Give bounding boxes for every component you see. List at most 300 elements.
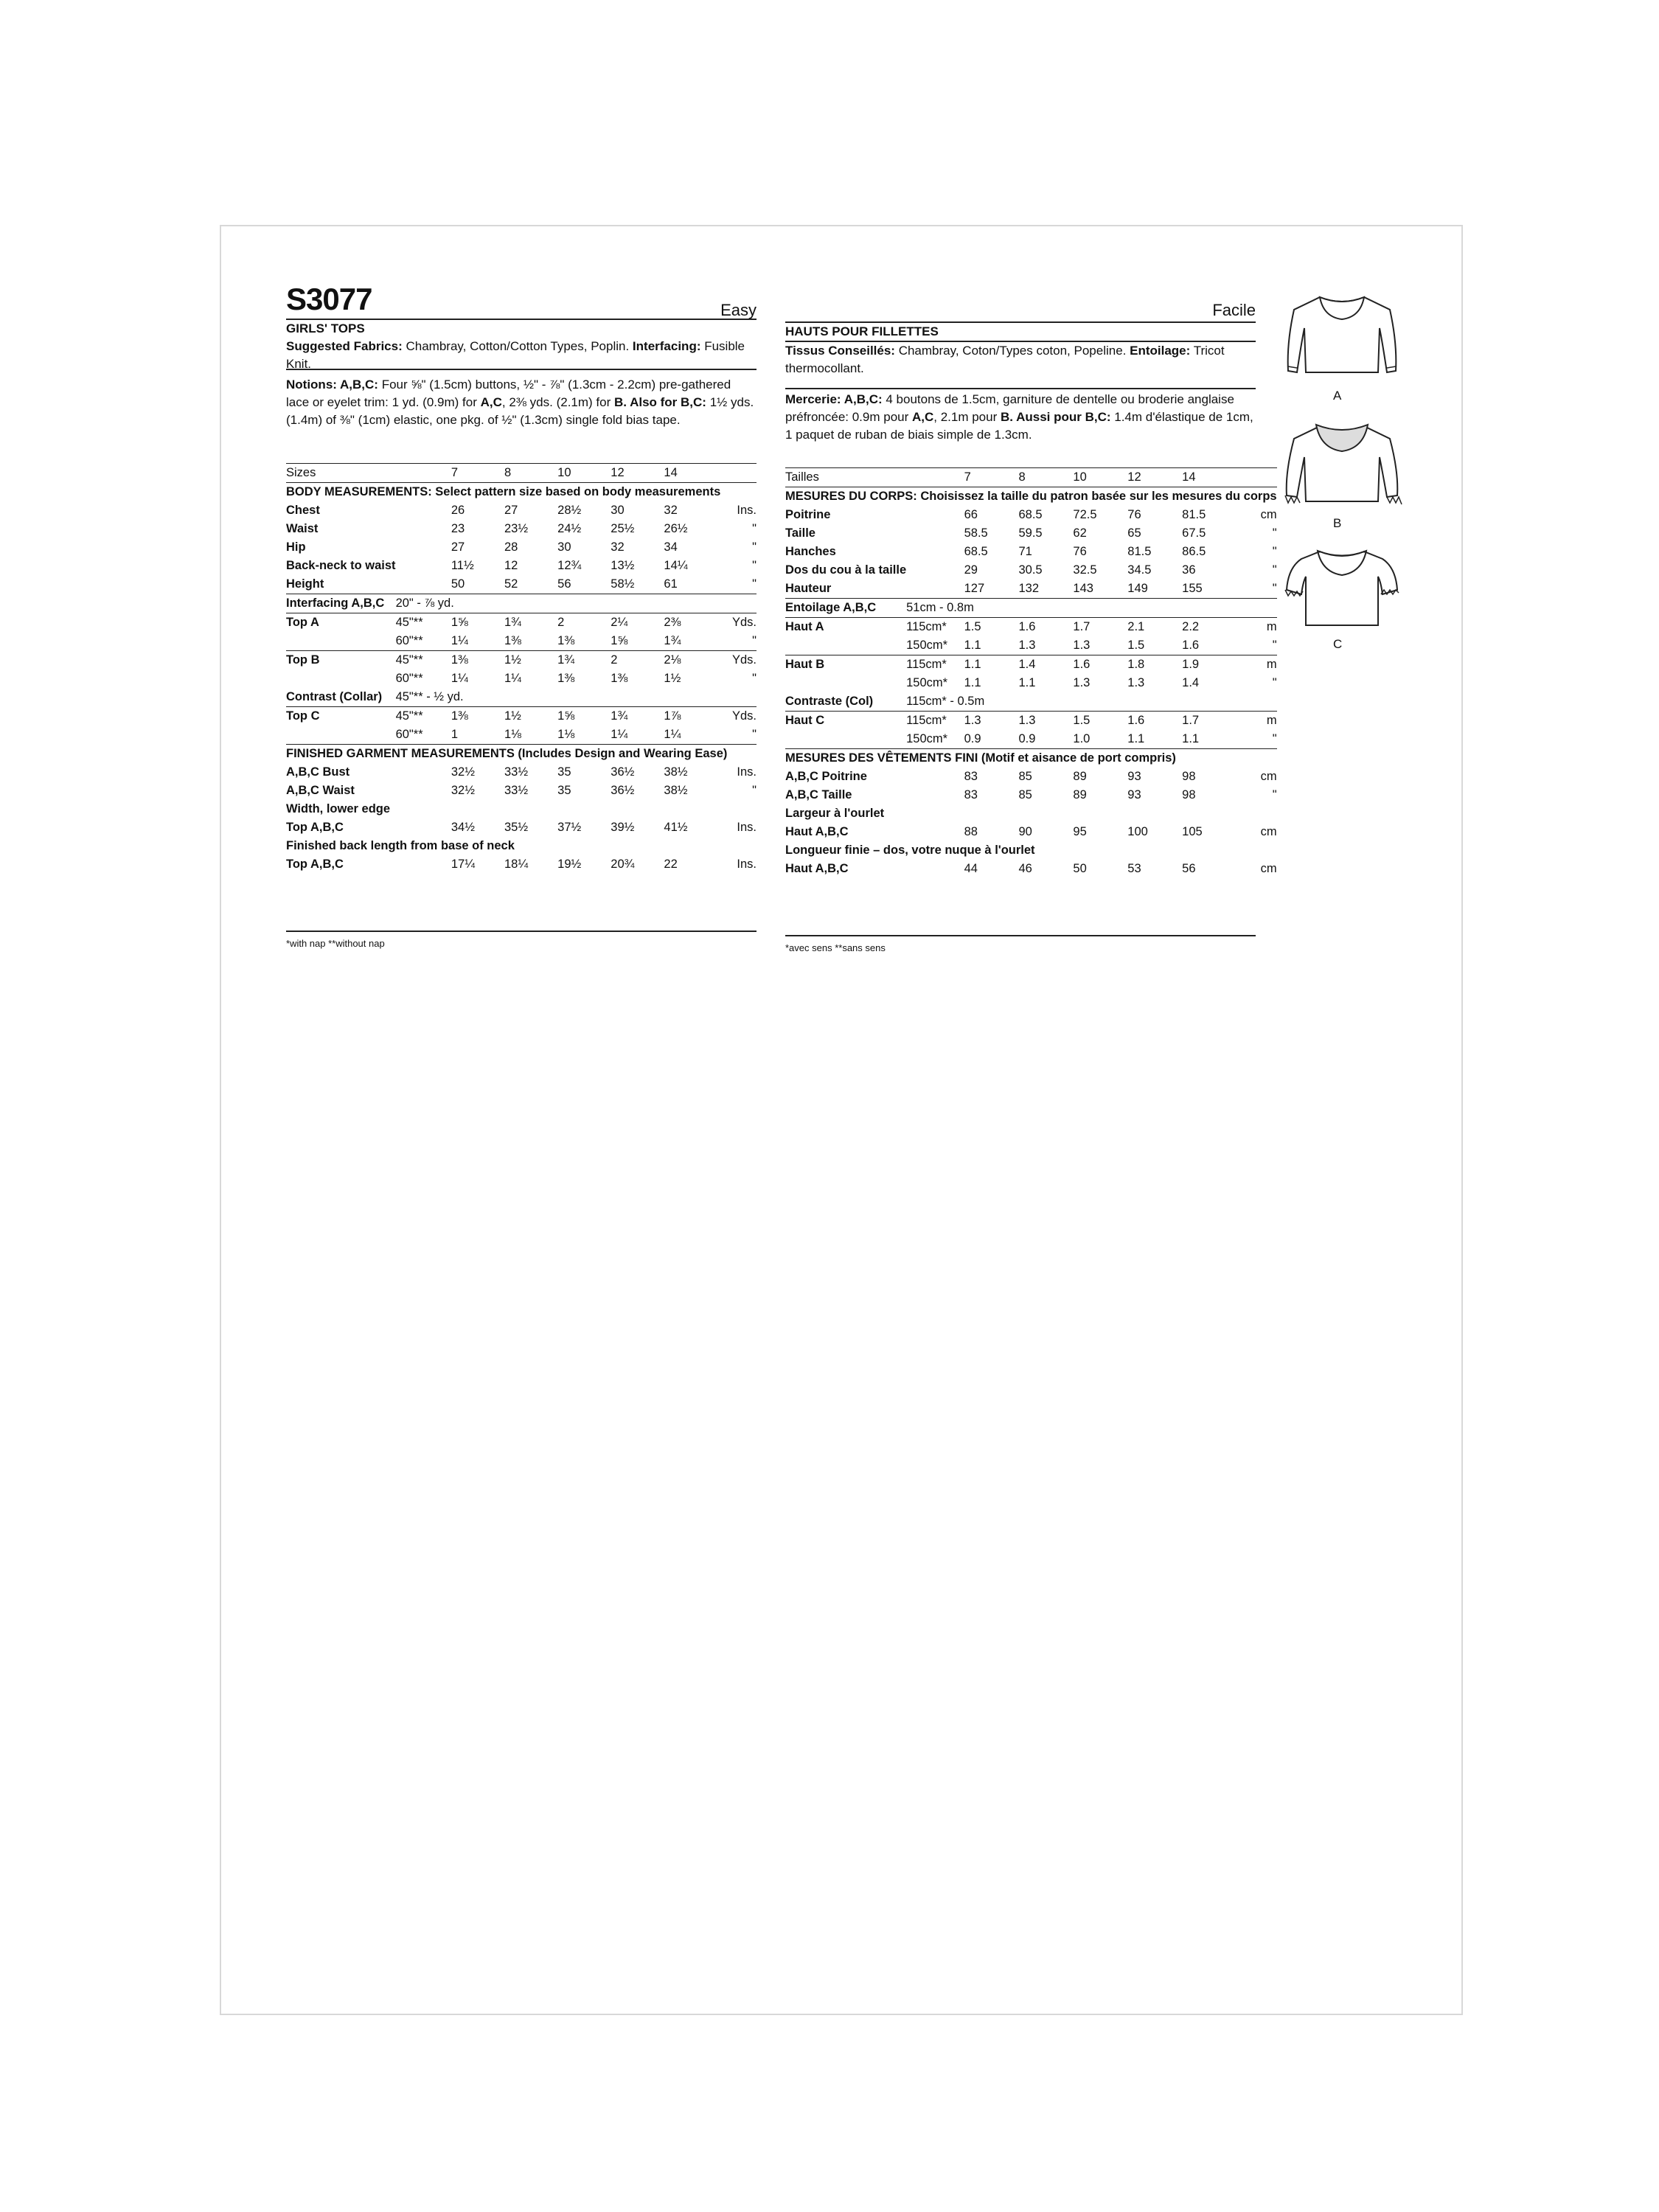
row-label: Hauteur: [785, 582, 832, 595]
fabrics-label: Suggested Fabrics:: [286, 339, 403, 353]
row-label: Taille: [785, 526, 815, 540]
row-label: [286, 726, 396, 745]
section-heading: FINISHED GARMENT MEASUREMENTS (Includes Design and Wearing Ease): [286, 745, 757, 764]
value-cell: 1.6: [1182, 639, 1200, 652]
value-cell: 25½: [611, 522, 635, 535]
header-row: [286, 464, 757, 483]
value-cell: 1.1: [964, 639, 981, 652]
size-header: 10: [1073, 468, 1127, 487]
value-cell: 39½: [611, 821, 635, 834]
value-cell: 19½: [557, 858, 582, 871]
unit-cell: ": [752, 728, 757, 741]
value-cell: 27: [451, 540, 465, 554]
value-cell: 51cm - 0.8m: [906, 599, 1276, 618]
value-cell: 33½: [504, 765, 529, 779]
row-label: Finished back length from base of neck: [286, 839, 515, 852]
value-cell: 1.6: [1073, 655, 1127, 675]
unit-cell: ": [752, 540, 757, 554]
footnote: *with nap **without nap: [286, 938, 385, 949]
value-cell: 1¾: [664, 634, 681, 647]
notions-value-2: , 2⅜ yds. (2.1m) for: [501, 395, 614, 409]
value-cell: 67.5: [1182, 526, 1206, 540]
row-label: Top B: [286, 651, 396, 670]
value-cell: 1⅜: [504, 634, 521, 647]
value-cell: 26½: [664, 522, 688, 535]
value-cell: 32: [664, 504, 678, 517]
unit-cell: ": [1272, 676, 1277, 689]
size-header: 12: [1127, 468, 1182, 487]
width-cell: 150cm*: [906, 639, 948, 652]
value-cell: 85: [1018, 770, 1032, 783]
value-cell: 35: [557, 784, 571, 797]
value-cell: 86.5: [1182, 545, 1206, 558]
size-header: 8: [1019, 468, 1074, 487]
value-cell: 1.3: [1073, 676, 1091, 689]
view-c-illustration: [1279, 538, 1405, 641]
row-label: Poitrine: [785, 508, 831, 521]
table-row: [286, 818, 757, 837]
sizes-label: Sizes: [286, 464, 396, 483]
table-row: [286, 855, 757, 874]
value-cell: 1¼: [451, 672, 468, 685]
row-label: Longueur finie – dos, votre nuque à l'ourlet: [785, 844, 1035, 857]
fabrics-text: [286, 338, 757, 373]
unit-cell: cm: [1260, 862, 1277, 875]
value-cell: 1⅛: [557, 728, 575, 741]
value-cell: 71: [1018, 545, 1032, 558]
width-cell: [906, 468, 964, 487]
table-row: [785, 618, 1277, 637]
table-row: [286, 726, 757, 745]
value-cell: 1.4: [1019, 655, 1074, 675]
difficulty-level: Easy: [720, 301, 757, 319]
row-label: [785, 730, 906, 749]
table-row: [785, 636, 1277, 655]
value-cell: 1⅜: [611, 672, 628, 685]
value-cell: 2: [557, 613, 611, 633]
value-cell: 66: [964, 508, 978, 521]
divider: [286, 319, 757, 320]
interfacing-label: Interfacing:: [632, 339, 701, 353]
size-header: 7: [451, 464, 504, 483]
section-heading: BODY MEASUREMENTS: Select pattern size based on body measurements: [286, 485, 721, 498]
width-cell: [396, 501, 451, 520]
width-cell: 60"**: [395, 634, 423, 647]
value-cell: 2¼: [611, 613, 664, 633]
section-row: [785, 841, 1277, 860]
value-cell: 34: [664, 540, 678, 554]
value-cell: 1.5: [1127, 639, 1145, 652]
table-row: [785, 674, 1277, 692]
sizes-table: [286, 463, 757, 874]
value-cell: 1.9: [1182, 655, 1237, 675]
sizes-table: [785, 467, 1277, 878]
table-row: [286, 538, 757, 557]
value-cell: 12: [504, 559, 518, 572]
value-cell: 85: [1018, 788, 1032, 801]
table-row: [286, 613, 757, 633]
section-row: [286, 483, 757, 502]
notions-view-b: B. Also for B,C:: [613, 395, 706, 409]
value-cell: 1.3: [964, 712, 1019, 731]
value-cell: 1.6: [1019, 618, 1074, 637]
view-b-label: B: [1333, 516, 1342, 530]
value-cell: 26: [451, 504, 465, 517]
value-cell: 32.5: [1073, 563, 1097, 577]
row-label: Top A: [286, 613, 396, 633]
value-cell: 28: [504, 540, 518, 554]
interfacing-value: Tricot thermocollant.: [785, 344, 1225, 375]
value-cell: 149: [1127, 582, 1148, 595]
value-cell: 56: [1182, 862, 1196, 875]
value-cell: 1⅝: [557, 707, 611, 726]
unit-cell: cm: [1260, 825, 1277, 838]
unit-cell: [1237, 468, 1277, 487]
section-row: [785, 749, 1277, 768]
value-cell: 36½: [611, 784, 635, 797]
width-cell: 150cm*: [906, 732, 948, 745]
table-row: [785, 786, 1277, 804]
footnote: *avec sens **sans sens: [785, 942, 886, 953]
width-cell: [906, 768, 964, 786]
notions-view-ac: A,C: [480, 395, 502, 409]
value-cell: 58.5: [964, 526, 988, 540]
value-cell: 68.5: [964, 545, 988, 558]
width-cell: [396, 855, 451, 874]
unit-cell: Ins.: [737, 821, 757, 834]
value-cell: 1.1: [964, 655, 1019, 675]
section-row: [785, 487, 1277, 507]
sizes-label: Tailles: [785, 468, 906, 487]
row-label: Entoilage A,B,C: [785, 599, 906, 618]
value-cell: 2.1: [1127, 618, 1182, 637]
value-cell: 30.5: [1018, 563, 1043, 577]
pattern-title: HAUTS POUR FILLETTES: [785, 324, 939, 338]
value-cell: 1.8: [1127, 655, 1182, 675]
unit-cell: Yds.: [717, 651, 757, 670]
divider: [286, 931, 757, 932]
view-b-illustration: [1279, 413, 1405, 516]
row-label: Hip: [286, 540, 306, 554]
value-cell: 1½: [504, 707, 557, 726]
value-cell: 1.3: [1019, 712, 1074, 731]
value-cell: 1⅝: [611, 634, 628, 647]
value-cell: 38½: [664, 765, 688, 779]
contrast-row: [785, 692, 1277, 712]
size-header: 7: [964, 468, 1019, 487]
fabrics-value: Chambray, Coton/Types coton, Popeline.: [894, 344, 1130, 358]
unit-cell: Yds.: [717, 613, 757, 633]
size-header: 12: [611, 464, 664, 483]
value-cell: 1.3: [1073, 639, 1091, 652]
table-row: [785, 860, 1277, 878]
value-cell: 14¼: [664, 559, 688, 572]
width-cell: [906, 543, 964, 561]
unit-cell: ": [752, 559, 757, 572]
table-row: [785, 823, 1277, 841]
value-cell: 36½: [611, 765, 635, 779]
interfacing-label: Entoilage:: [1130, 344, 1191, 358]
value-cell: 37½: [557, 821, 582, 834]
value-cell: 35½: [504, 821, 529, 834]
notions-value-3: 1.4m d'élastique de 1cm, 1 paquet de ruban de biais simple de 1.3cm.: [785, 410, 1253, 442]
width-cell: 45"**: [396, 651, 451, 670]
width-cell: 150cm*: [906, 676, 948, 689]
size-header: 14: [1182, 468, 1237, 487]
table-row: [785, 543, 1277, 561]
value-cell: 1.5: [964, 618, 1019, 637]
value-cell: 35: [557, 765, 571, 779]
width-cell: [396, 818, 451, 837]
pattern-code: S3077: [286, 282, 372, 316]
table-row: [785, 561, 1277, 580]
view-a-illustration: [1279, 284, 1405, 387]
row-label: Top C: [286, 707, 396, 726]
section-heading: MESURES DES VÊTEMENTS FINI (Motif et aisance de port compris): [785, 749, 1277, 768]
value-cell: 1.1: [964, 676, 981, 689]
table-row: [286, 501, 757, 520]
unit-cell: Ins.: [737, 858, 757, 871]
notions-view-b: B. Aussi pour B,C:: [1000, 410, 1111, 424]
width-cell: [396, 557, 451, 575]
width-cell: [906, 823, 964, 841]
value-cell: 62: [1073, 526, 1087, 540]
unit-cell: Ins.: [737, 765, 757, 779]
row-label: Top A,B,C: [286, 821, 344, 834]
value-cell: 0.9: [1018, 732, 1036, 745]
unit-cell: ": [1272, 788, 1277, 801]
section-row: [286, 745, 757, 764]
divider: [286, 369, 757, 370]
value-cell: 18¼: [504, 858, 529, 871]
notions-value: Four ⅝" (1.5cm) buttons, ½" - ⅞" (1.3cm - 2.2cm) pre-gathered lace or eyelet trim: 1 yd. (0.9m) for: [286, 378, 731, 409]
row-label: Largeur à l'ourlet: [785, 807, 885, 820]
fabrics-text: [785, 342, 1256, 378]
value-cell: 76: [1073, 545, 1087, 558]
value-cell: 2⅜: [664, 613, 717, 633]
table-row: [286, 707, 757, 726]
value-cell: 72.5: [1073, 508, 1097, 521]
value-cell: 44: [964, 862, 978, 875]
row-label: A,B,C Waist: [286, 784, 355, 797]
width-cell: 60"**: [395, 728, 423, 741]
size-header: 8: [504, 464, 557, 483]
fabrics-label: Tissus Conseillés:: [785, 344, 895, 358]
value-cell: 22: [664, 858, 678, 871]
value-cell: 50: [451, 577, 465, 591]
width-cell: [396, 575, 451, 594]
value-cell: 41½: [664, 821, 688, 834]
value-cell: 1.7: [1073, 618, 1127, 637]
value-cell: 34½: [451, 821, 475, 834]
value-cell: 127: [964, 582, 985, 595]
row-label: Height: [286, 577, 324, 591]
value-cell: 68.5: [1018, 508, 1043, 521]
width-cell: [906, 786, 964, 804]
value-cell: 1½: [664, 672, 681, 685]
pattern-title: GIRLS' TOPS: [286, 321, 365, 335]
value-cell: 1⅛: [504, 728, 521, 741]
value-cell: 56: [557, 577, 571, 591]
value-cell: 38½: [664, 784, 688, 797]
divider: [785, 935, 1256, 936]
value-cell: 1.1: [1018, 676, 1036, 689]
value-cell: 143: [1073, 582, 1093, 595]
interfacing-value: Fusible Knit.: [286, 339, 745, 371]
value-cell: 1¾: [611, 707, 664, 726]
value-cell: 46: [1018, 862, 1032, 875]
value-cell: 93: [1127, 770, 1141, 783]
value-cell: 1¾: [504, 613, 557, 633]
value-cell: 24½: [557, 522, 582, 535]
unit-cell: cm: [1260, 508, 1277, 521]
value-cell: 83: [964, 770, 978, 783]
table-row: [785, 580, 1277, 599]
value-cell: 20¾: [611, 858, 635, 871]
value-cell: 30: [557, 540, 571, 554]
unit-cell: cm: [1260, 770, 1277, 783]
width-cell: 45"**: [396, 707, 451, 726]
section-row: [286, 837, 757, 855]
unit-cell: m: [1237, 655, 1277, 675]
unit-cell: ": [752, 784, 757, 797]
notions-view-ac: A,C: [911, 410, 934, 424]
value-cell: 76: [1127, 508, 1141, 521]
value-cell: 132: [1018, 582, 1040, 595]
value-cell: 1.1: [1127, 732, 1145, 745]
notions-text: [286, 376, 757, 429]
width-cell: [906, 561, 964, 580]
value-cell: 12¾: [557, 559, 582, 572]
value-cell: 50: [1073, 862, 1087, 875]
row-label: Width, lower edge: [286, 802, 391, 815]
value-cell: 29: [964, 563, 978, 577]
row-label: Haut A: [785, 618, 906, 637]
table-row: [785, 768, 1277, 786]
value-cell: 1⅞: [664, 707, 717, 726]
value-cell: 1⅜: [557, 672, 575, 685]
divider: [785, 321, 1256, 323]
table-row: [785, 524, 1277, 543]
size-header: 14: [664, 464, 717, 483]
value-cell: 89: [1073, 770, 1087, 783]
size-header: 10: [557, 464, 611, 483]
value-cell: 95: [1073, 825, 1087, 838]
table-row: [286, 782, 757, 800]
row-label: Contraste (Col): [785, 695, 874, 708]
width-cell: [906, 580, 964, 599]
width-cell: 60"**: [395, 672, 423, 685]
value-cell: 61: [664, 577, 678, 591]
row-label: Interfacing A,B,C: [286, 594, 396, 613]
interfacing-row: [286, 594, 757, 613]
value-cell: 1: [451, 728, 459, 741]
difficulty-level: Facile: [1212, 301, 1256, 319]
value-cell: 93: [1127, 788, 1141, 801]
row-label: Haut C: [785, 712, 906, 731]
unit-cell: ": [1272, 732, 1277, 745]
value-cell: 98: [1182, 788, 1196, 801]
value-cell: 1.6: [1127, 712, 1182, 731]
width-cell: [396, 520, 451, 538]
unit-cell: ": [1272, 545, 1277, 558]
value-cell: 155: [1182, 582, 1203, 595]
unit-cell: ": [1272, 526, 1277, 540]
value-cell: 81.5: [1127, 545, 1152, 558]
divider: [785, 388, 1256, 389]
value-cell: 58½: [611, 577, 635, 591]
value-cell: 2: [611, 651, 664, 670]
unit-cell: ": [752, 577, 757, 591]
table-row: [785, 655, 1277, 675]
table-row: [785, 506, 1277, 524]
value-cell: 11½: [451, 559, 474, 572]
value-cell: 81.5: [1182, 508, 1206, 521]
value-cell: 65: [1127, 526, 1141, 540]
row-label: A,B,C Bust: [286, 765, 350, 779]
value-cell: 59.5: [1018, 526, 1043, 540]
value-cell: 1.0: [1073, 732, 1091, 745]
row-label: Contrast (Collar): [286, 690, 383, 703]
unit-cell: ": [1272, 639, 1277, 652]
value-cell: 105: [1182, 825, 1203, 838]
unit-cell: ": [1272, 563, 1277, 577]
row-label: [785, 636, 906, 655]
notions-label: Mercerie: A,B,C:: [785, 392, 883, 406]
value-cell: 17¼: [451, 858, 475, 871]
value-cell: 1½: [504, 651, 557, 670]
row-label: Chest: [286, 504, 320, 517]
value-cell: 1.3: [1018, 639, 1036, 652]
value-cell: 30: [611, 504, 625, 517]
value-cell: 53: [1127, 862, 1141, 875]
value-cell: 1.1: [1182, 732, 1200, 745]
value-cell: 100: [1127, 825, 1148, 838]
value-cell: 88: [964, 825, 978, 838]
view-c-label: C: [1333, 637, 1343, 651]
value-cell: 1.5: [1073, 712, 1127, 731]
width-cell: [396, 782, 451, 800]
unit-cell: ": [752, 634, 757, 647]
row-label: Top A,B,C: [286, 858, 344, 871]
section-heading: MESURES DU CORPS: Choisissez la taille du patron basée sur les mesures du corps: [785, 490, 1277, 503]
row-label: A,B,C Taille: [785, 788, 852, 801]
table-row: [286, 520, 757, 538]
value-cell: 1.4: [1182, 676, 1200, 689]
notions-label: Notions: A,B,C:: [286, 378, 378, 392]
value-cell: 89: [1073, 788, 1087, 801]
value-cell: 1¼: [451, 634, 468, 647]
width-cell: [396, 464, 451, 483]
row-label: Haut B: [785, 655, 906, 675]
value-cell: 1⅝: [451, 613, 504, 633]
row-label: [785, 674, 906, 692]
notions-value-3: 1½ yds. (1.4m) of ⅜" (1cm) elastic, one pkg. of ½" (1.3cm) single fold bias tape.: [286, 395, 754, 427]
width-cell: 115cm*: [906, 618, 964, 637]
table-row: [286, 669, 757, 688]
value-cell: 1¼: [664, 728, 681, 741]
width-cell: 45"**: [396, 613, 451, 633]
value-cell: 1.3: [1127, 676, 1145, 689]
section-row: [785, 804, 1277, 823]
notions-value-2: , 2.1m pour: [933, 410, 1001, 424]
value-cell: 2⅛: [664, 651, 717, 670]
value-cell: 32: [611, 540, 625, 554]
unit-cell: Yds.: [717, 707, 757, 726]
table-row: [286, 575, 757, 594]
value-cell: 83: [964, 788, 978, 801]
table-row: [286, 557, 757, 575]
